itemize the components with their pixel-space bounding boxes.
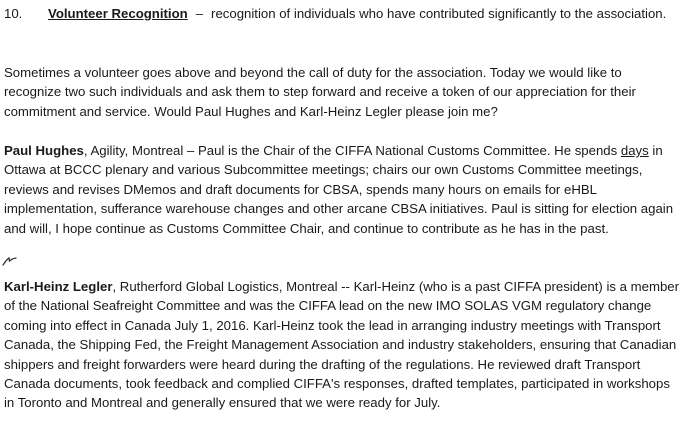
section-number: 10.: [4, 6, 23, 21]
intro-paragraph: Sometimes a volunteer goes above and beyond the call of duty for the association. Today we would like to recognize two such individuals and ask them to step forward and receive a token of our appreciation for their commitment and service. Would Paul Hughes and Karl-Heinz Legler please join me?: [4, 65, 636, 119]
section-dash: –: [195, 6, 204, 21]
paul-underlined-word: days: [620, 143, 649, 158]
karl-heinz-legler-paragraph: [4, 277, 680, 413]
pen-mark-icon: [2, 256, 18, 266]
section-heading: [4, 4, 680, 23]
section-heading-body: [48, 4, 680, 23]
paul-hughes-name: Paul Hughes: [4, 143, 84, 158]
paul-text-after: in Ottawa at BCCC plenary and various Subcommittee meetings; chairs our own Customs Committee meetings, reviews and revises DMemos and draft documents for CBSA, spends many hours on emails for eHBL implementation, sufferance warehouse changes and other arcane CBSA initiatives. Paul is sitting for election again and will, I hope continue as Customs Committee Chair, and continue to contribute as he has in the past.: [4, 143, 674, 236]
section-title: Volunteer Recognition: [48, 6, 188, 21]
paul-hughes-paragraph: [4, 141, 680, 238]
paul-text-before: , Agility, Montreal – Paul is the Chair of the CIFFA National Customs Committee. He spends: [83, 143, 621, 158]
karl-text: , Rutherford Global Logistics, Montreal -- Karl-Heinz (who is a past CIFFA president) is a member of the National Seafreight Committee and was the CIFFA lead on the new IMO SOLAS VGM regulatory change coming into effect in Canada July 1, 2016. Karl-Heinz took the lead in arranging industry meetings with Transport Canada, the Shipping Fed, the Freight Management Association and industry stakeholders, ensuring that Canadian shippers and freight forwarders were heard during the drafting of the regulations. He reviewed draft Transport Canada documents, took feedback and complied CIFFA's responses, drafted templates, participated in workshops in Toronto and Montreal and generally ensured that we were ready for July.: [4, 279, 680, 411]
section-description: recognition of individuals who have contributed significantly to the association.: [211, 6, 667, 21]
karl-heinz-legler-name: Karl-Heinz Legler: [4, 279, 113, 294]
